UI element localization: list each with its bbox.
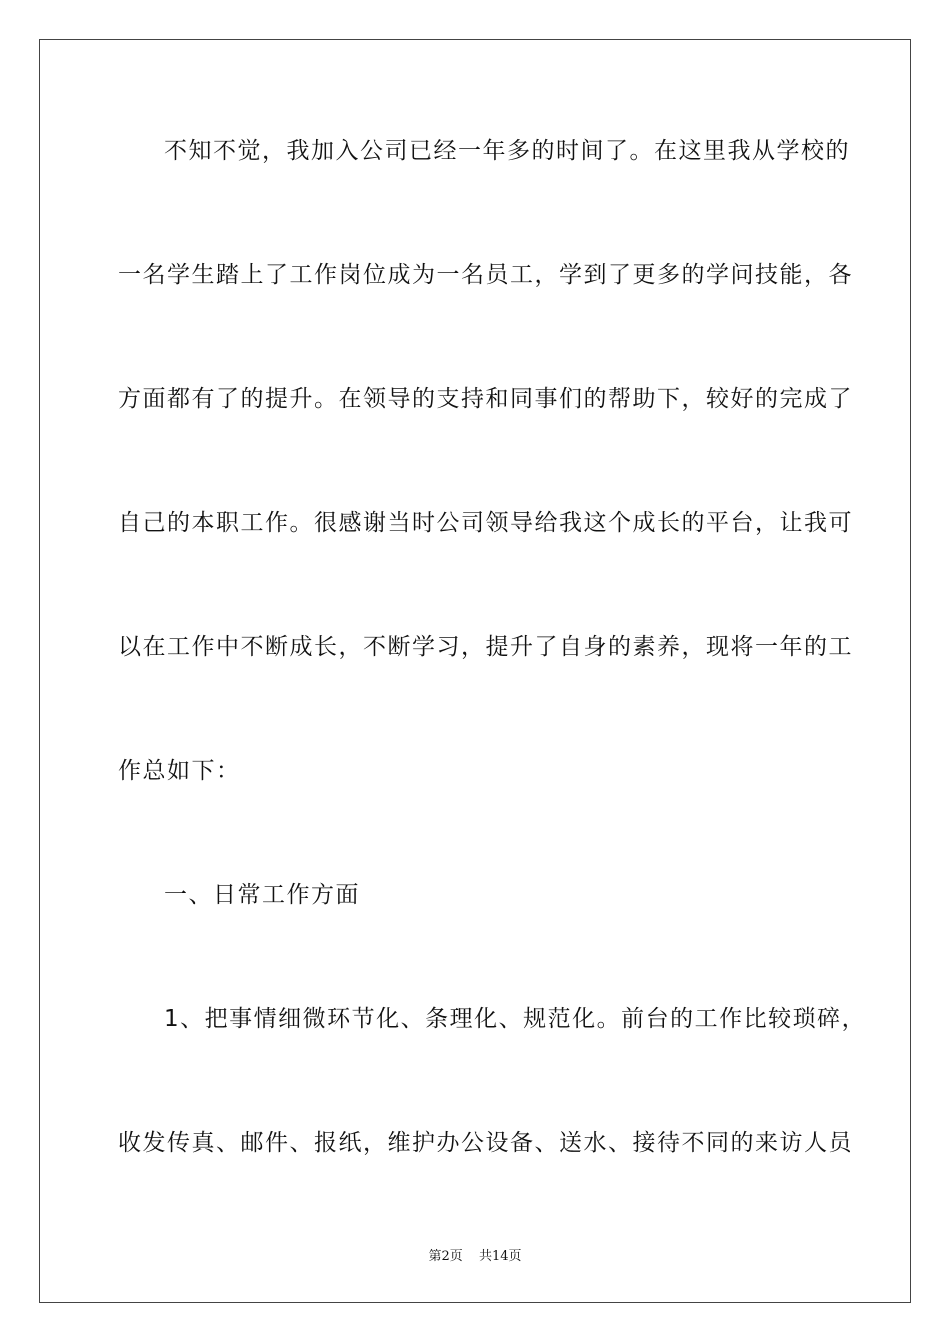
paragraph-line: 不知不觉，我加入公司已经一年多的时间了。在这里我从学校的 (164, 138, 850, 164)
paragraph-line: 收发传真、邮件、报纸，维护办公设备、送水、接待不同的来访人员 (118, 1130, 853, 1156)
paragraph-line: 方面都有了的提升。在领导的支持和同事们的帮助下，较好的完成了 (118, 386, 853, 412)
paragraph-line: 一名学生踏上了工作岗位成为一名员工，学到了更多的学问技能，各 (118, 262, 853, 288)
paragraph-line: 自己的本职工作。很感谢当时公司领导给我这个成长的平台，让我可 (118, 510, 853, 536)
paragraph-line: 1、把事情细微环节化、条理化、规范化。前台的工作比较琐碎， (164, 1006, 867, 1032)
paragraph-line: 作总如下： (118, 758, 241, 784)
page-total: 共14页 (478, 1249, 522, 1264)
page-border (39, 39, 911, 1303)
paragraph-line: 以在工作中不断成长，不断学习，提升了自身的素养，现将一年的工 (118, 634, 853, 660)
page-number: 第2页 (428, 1249, 463, 1264)
page-footer (0, 1248, 950, 1266)
section-heading: 一、日常工作方面 (164, 882, 360, 908)
